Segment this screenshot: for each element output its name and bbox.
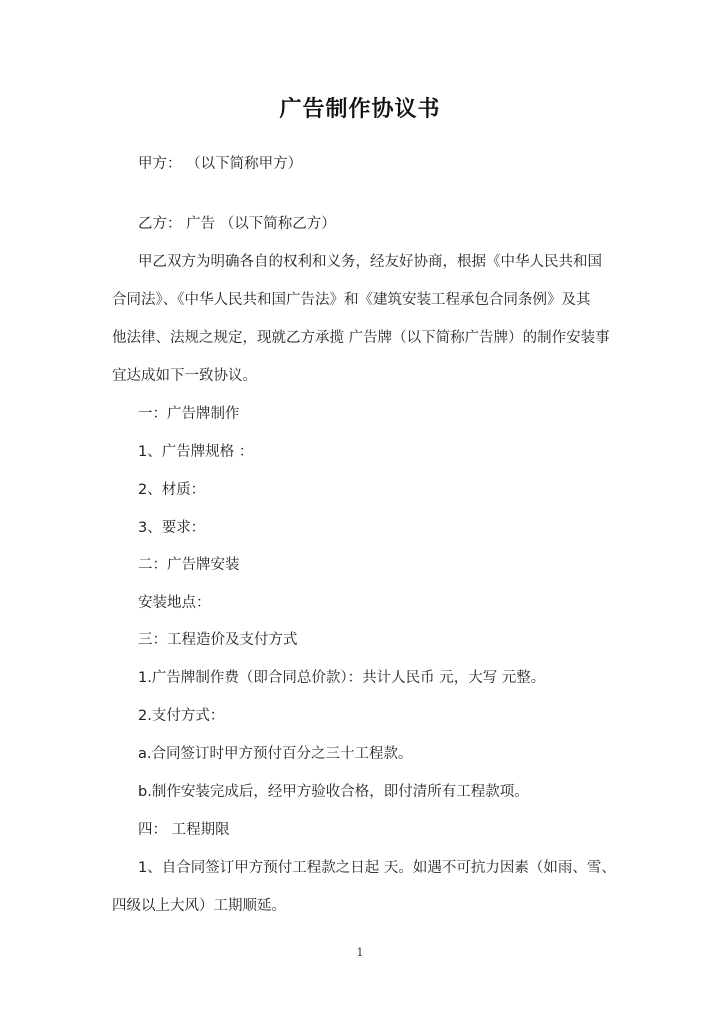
section3-item: 2.支付方式： [138,708,225,724]
section4-line-1: 1、自合同签订甲方预付工程款之日起 天。如遇不可抗力因素（如雨、雪、 [138,860,616,876]
section3-heading: 三：工程造价及支付方式 [138,632,298,648]
document-title: 广告制作协议书 [279,96,441,122]
section2-item: 安装地点： [138,595,211,611]
section1-item: 1、广告牌规格 ： [138,444,254,460]
section4-heading: 四： 工程期限 [138,822,230,838]
section1-item: 3、要求： [138,520,206,536]
section4-line-2: 四级以上大风）工期顺延。 [112,898,286,914]
section3-item: a.合同签订时甲方预付百分之三十工程款。 [138,746,413,762]
intro-line-1: 甲乙双方为明确各自的权利和义务，经友好协商，根据《中华人民共和国 [138,254,602,270]
section3-item: b.制作安装完成后，经甲方验收合格，即付清所有工程款项。 [138,784,529,800]
section2-heading: 二：广告牌安装 [138,557,240,573]
intro-line-3: 他法律、法规之规定，现就乙方承揽 广告牌（以下简称广告牌）的制作安装事 [112,330,610,346]
section1-item: 2、材质： [138,482,206,498]
intro-line-4: 宜达成如下一致协议。 [112,368,257,384]
section3-item: 1.广告牌制作费（即合同总价款）：共计人民币 元，大写 元整。 [138,670,546,686]
party-a-line: 甲方： （以下简称甲方） [138,156,303,172]
party-b-line: 乙方： 广告 （以下简称乙方） [138,216,336,232]
section1-heading: 一：广告牌制作 [138,406,240,422]
page-number: 1 [356,946,364,959]
intro-line-2: 合同法》、《中华人民共和国广告法》和《建筑安装工程承包合同条例》及其 [112,292,591,308]
